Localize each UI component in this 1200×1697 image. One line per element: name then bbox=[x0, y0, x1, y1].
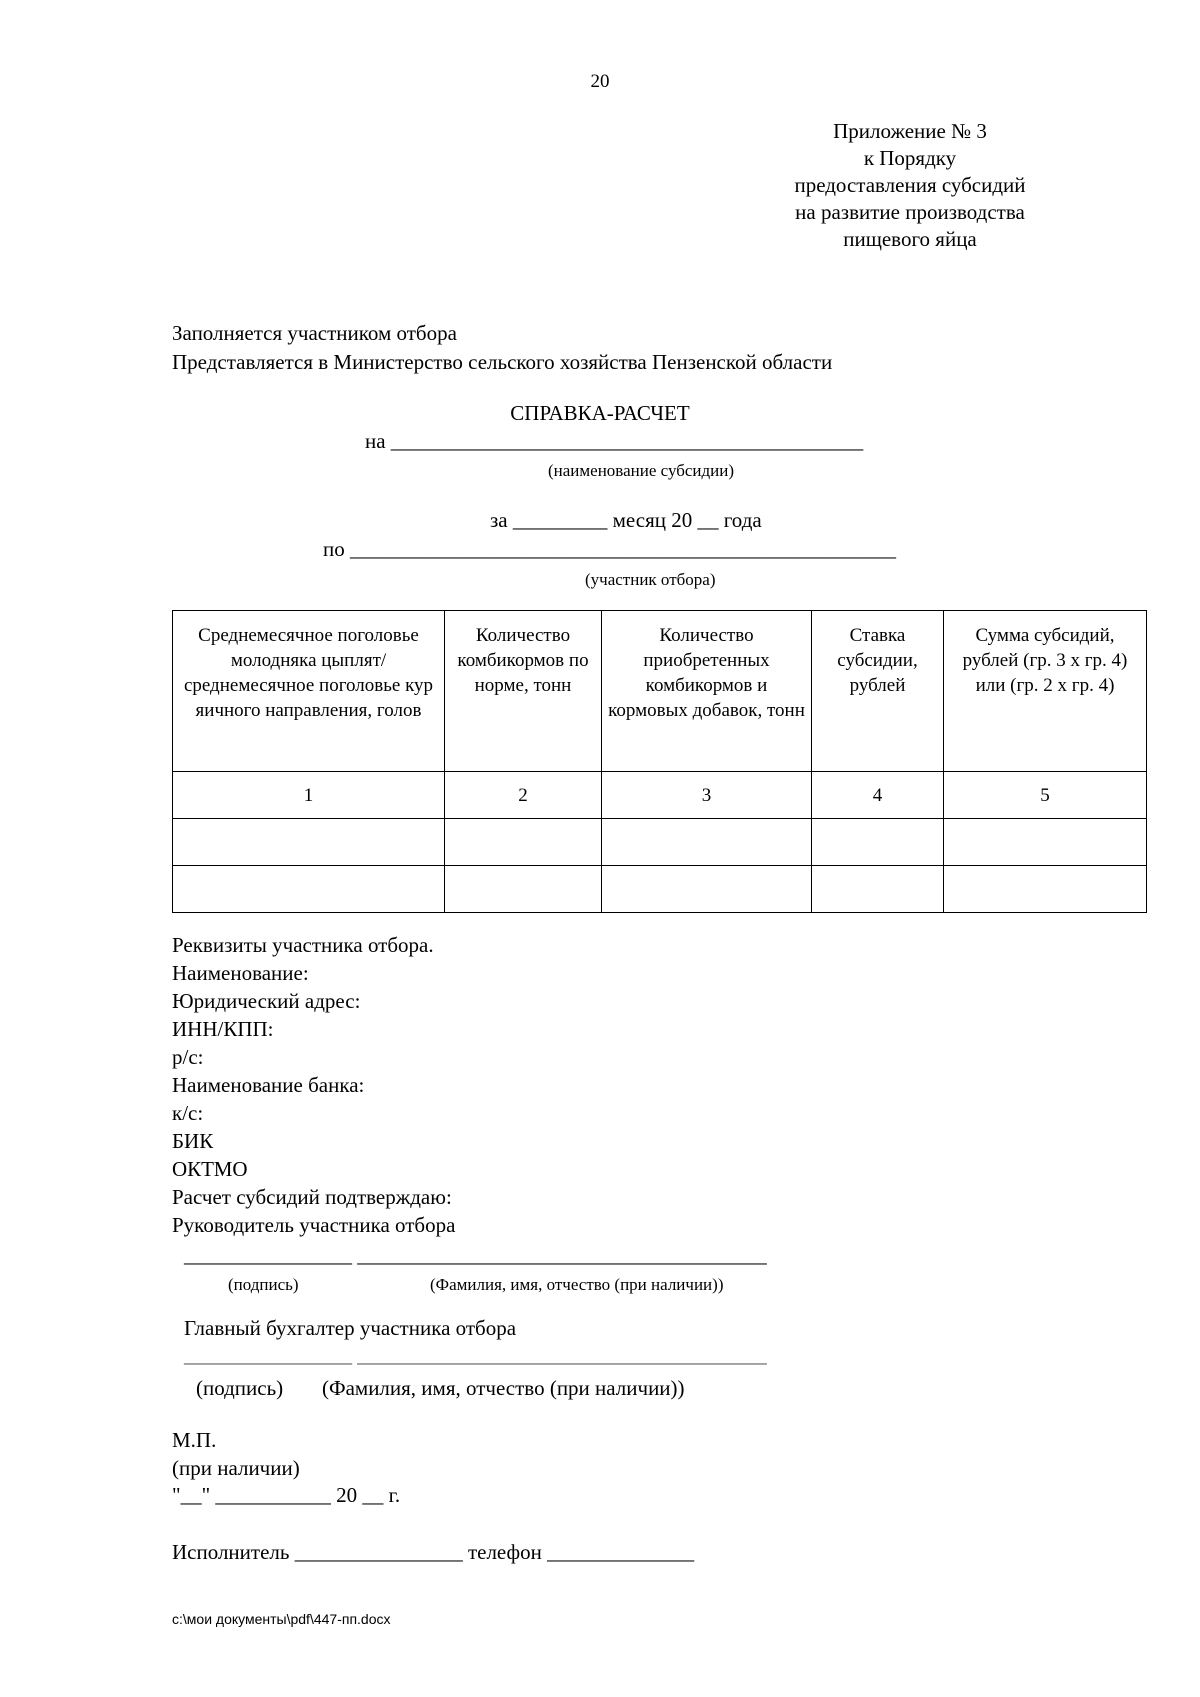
header-cell: Количество приобретенных комбикормов и кормовых добавок, тонн bbox=[602, 611, 812, 772]
subsidy-name-field[interactable]: на _____________________________________________ bbox=[365, 429, 864, 453]
requisites-line: Расчет субсидий подтверждаю: bbox=[172, 1185, 452, 1209]
file-path-footer: c:\мои документы\pdf\447-пп.docx bbox=[172, 1611, 391, 1627]
column-number: 2 bbox=[445, 772, 602, 819]
head-signature-caption: (подпись) bbox=[228, 1275, 299, 1294]
requisites-line: ОКТМО bbox=[172, 1157, 248, 1181]
column-number: 5 bbox=[944, 772, 1147, 819]
participant-caption: (участник отбора) bbox=[585, 570, 716, 589]
requisites-line: Юридический адрес: bbox=[172, 989, 361, 1013]
requisites-line: Наименование: bbox=[172, 961, 309, 985]
filled-by-text: Заполняется участником отбора bbox=[172, 321, 457, 345]
participant-field[interactable]: по ____________________________________________________ bbox=[323, 537, 896, 561]
requisites-line: Наименование банка: bbox=[172, 1073, 365, 1097]
table-cell[interactable] bbox=[173, 819, 445, 866]
table-cell[interactable] bbox=[944, 819, 1147, 866]
appendix-line: Приложение № 3 bbox=[833, 119, 987, 143]
appendix-line: пищевого яйца bbox=[843, 227, 977, 251]
column-number: 1 bbox=[173, 772, 445, 819]
table-row bbox=[173, 866, 1147, 913]
table-cell[interactable] bbox=[944, 866, 1147, 913]
appendix-line: к Порядку bbox=[863, 146, 957, 170]
period-field[interactable]: за _________ месяц 20 __ года bbox=[490, 508, 762, 532]
head-signature-line[interactable]: ________________ _______________________________________ bbox=[184, 1243, 767, 1267]
column-number: 3 bbox=[602, 772, 812, 819]
calculation-table bbox=[172, 610, 1147, 913]
page-number: 20 bbox=[590, 71, 610, 92]
intro-block bbox=[172, 319, 832, 377]
appendix-line: предоставления субсидий bbox=[794, 173, 1026, 197]
table-cell[interactable] bbox=[602, 819, 812, 866]
requisites-line: БИК bbox=[172, 1129, 214, 1153]
accountant-name-caption: (Фамилия, имя, отчество (при наличии)) bbox=[322, 1376, 685, 1400]
table-cell[interactable] bbox=[602, 866, 812, 913]
header-cell: Сумма субсидий, рублей (гр. 3 х гр. 4) или (гр. 2 х гр. 4) bbox=[944, 611, 1147, 772]
table-cell[interactable] bbox=[445, 819, 602, 866]
requisites-block bbox=[172, 931, 455, 1239]
header-cell: Количество комбикормов по норме, тонн bbox=[445, 611, 602, 772]
submitted-to-text: Представляется в Министерство сельского хозяйства Пензенской области bbox=[172, 350, 833, 374]
requisites-line: Реквизиты участника отбора. bbox=[172, 933, 434, 957]
requisites-line: к/с: bbox=[172, 1101, 204, 1125]
requisites-line: Руководитель участника отбора bbox=[172, 1213, 456, 1237]
stamp-mark: М.П. bbox=[172, 1428, 217, 1452]
accountant-signature-caption: (подпись) bbox=[196, 1376, 284, 1400]
executor-line[interactable]: Исполнитель ________________ телефон ______________ bbox=[172, 1540, 695, 1564]
date-field[interactable]: "__" ___________ 20 __ г. bbox=[172, 1483, 401, 1507]
form-title: СПРАВКА-РАСЧЕТ bbox=[510, 401, 690, 425]
accountant-title: Главный бухгалтер участника отбора bbox=[184, 1316, 517, 1340]
head-name-caption: (Фамилия, имя, отчество (при наличии)) bbox=[430, 1275, 724, 1294]
appendix-line: на развитие производства bbox=[795, 200, 1025, 224]
column-number: 4 bbox=[812, 772, 944, 819]
table-header-row bbox=[173, 611, 1147, 772]
table-row bbox=[173, 819, 1147, 866]
accountant-signature-line[interactable]: ________________ _______________________________________ bbox=[184, 1343, 767, 1367]
stamp-if-any: (при наличии) bbox=[172, 1456, 300, 1480]
column-number-row bbox=[173, 772, 1147, 819]
requisites-line: р/с: bbox=[172, 1045, 204, 1069]
requisites-line: ИНН/КПП: bbox=[172, 1017, 274, 1041]
table-cell[interactable] bbox=[445, 866, 602, 913]
table-cell[interactable] bbox=[812, 866, 944, 913]
table-cell[interactable] bbox=[173, 866, 445, 913]
header-cell: Ставка субсидии, рублей bbox=[812, 611, 944, 772]
subsidy-name-caption: (наименование субсидии) bbox=[548, 461, 735, 480]
appendix-header bbox=[760, 118, 1060, 253]
table-cell[interactable] bbox=[812, 819, 944, 866]
header-cell: Среднемесячное поголовье молодняка цыплят/среднемесячное поголовье кур яичного направления, голов bbox=[173, 611, 445, 772]
